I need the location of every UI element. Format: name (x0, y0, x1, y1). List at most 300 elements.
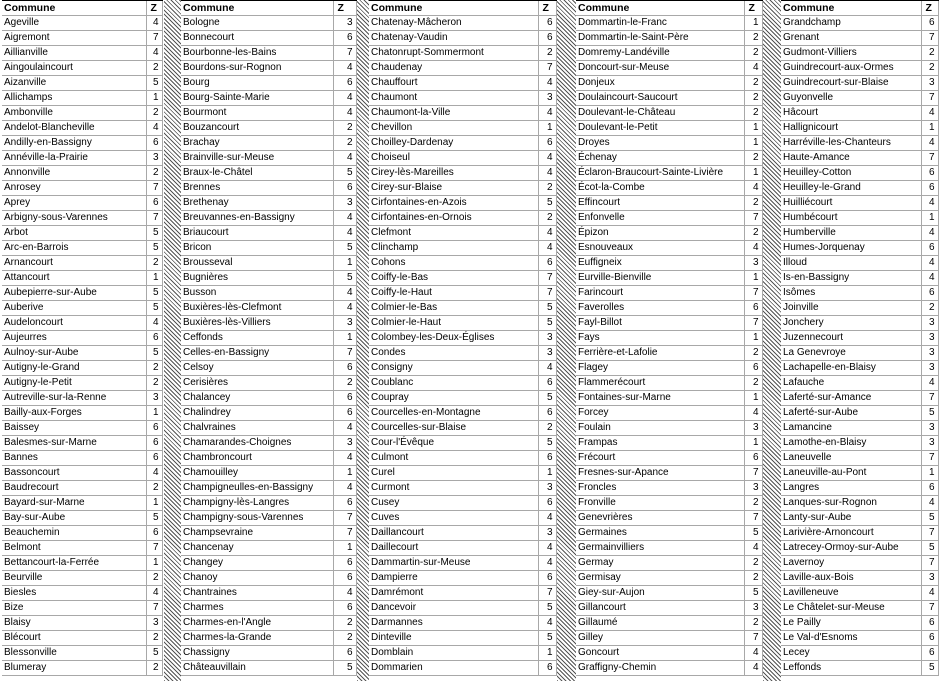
table-row (369, 286, 556, 301)
commune-cell: Culmont (369, 451, 538, 466)
commune-cell: Choiseul (369, 151, 538, 166)
table-row (369, 511, 556, 526)
commune-cell: Éclaron-Braucourt-Sainte-Livière (576, 166, 744, 181)
z-cell: 3 (538, 481, 556, 496)
commune-cell: Arc-en-Barrois (2, 241, 146, 256)
commune-cell: Lanty-sur-Aube (781, 511, 921, 526)
table-row (369, 436, 556, 451)
z-cell: 2 (744, 151, 762, 166)
table-row (576, 406, 762, 421)
commune-table (781, 1, 939, 676)
commune-cell: Dampierre (369, 571, 538, 586)
commune-cell: Bourmont (181, 106, 333, 121)
table-row (181, 196, 356, 211)
z-cell: 4 (333, 481, 356, 496)
commune-cell: Gilley (576, 631, 744, 646)
z-cell: 7 (744, 631, 762, 646)
commune-cell: Lavilleneuve (781, 586, 921, 601)
commune-cell: Foulain (576, 421, 744, 436)
table-row (181, 241, 356, 256)
commune-cell: Coiffy-le-Bas (369, 271, 538, 286)
z-cell: 7 (538, 61, 556, 76)
commune-cell: Lamancine (781, 421, 921, 436)
table-row (2, 421, 162, 436)
table-row (576, 136, 762, 151)
table-row (369, 241, 556, 256)
table-row (781, 196, 938, 211)
z-cell: 4 (333, 226, 356, 241)
commune-cell: Aizanville (2, 76, 146, 91)
z-cell: 2 (146, 481, 162, 496)
z-cell: 4 (333, 586, 356, 601)
table-row (2, 301, 162, 316)
table-row (576, 631, 762, 646)
table-row (369, 526, 556, 541)
commune-cell: Autreville-sur-la-Renne (2, 391, 146, 406)
table-row (2, 541, 162, 556)
z-cell: 6 (538, 451, 556, 466)
z-cell: 1 (744, 136, 762, 151)
commune-cell: Chevillon (369, 121, 538, 136)
z-cell: 4 (744, 661, 762, 676)
z-cell: 5 (146, 346, 162, 361)
table-row (369, 106, 556, 121)
commune-cell: Blumeray (2, 661, 146, 676)
z-cell: 3 (921, 571, 938, 586)
z-cell: 7 (538, 286, 556, 301)
table-row (181, 421, 356, 436)
commune-cell: Laneuville-au-Pont (781, 466, 921, 481)
table-row (181, 181, 356, 196)
table-row (369, 616, 556, 631)
z-cell: 5 (921, 661, 938, 676)
table-row (576, 226, 762, 241)
table-row (2, 466, 162, 481)
commune-table (181, 1, 357, 676)
commune-cell: Cirfontaines-en-Azois (369, 196, 538, 211)
table-row (181, 406, 356, 421)
table-row (2, 91, 162, 106)
table-row (369, 661, 556, 676)
commune-cell: Aillianville (2, 46, 146, 61)
table-row (2, 121, 162, 136)
table-row (181, 286, 356, 301)
commune-cell: Humberville (781, 226, 921, 241)
commune-cell: Baudrecourt (2, 481, 146, 496)
commune-cell: Dancevoir (369, 601, 538, 616)
table-row (781, 346, 938, 361)
table-row (2, 196, 162, 211)
z-cell: 6 (146, 451, 162, 466)
z-cell: 4 (538, 361, 556, 376)
table-row (369, 466, 556, 481)
commune-table (576, 1, 763, 676)
commune-cell: Bay-sur-Aube (2, 511, 146, 526)
z-cell: 7 (744, 511, 762, 526)
table-row (2, 616, 162, 631)
z-cell: 5 (538, 316, 556, 331)
commune-cell: Frampas (576, 436, 744, 451)
commune-cell: Ferrière-et-Lafolie (576, 346, 744, 361)
commune-cell: Beauchemin (2, 526, 146, 541)
commune-cell: Grenant (781, 31, 921, 46)
table-row (2, 646, 162, 661)
table-row (576, 61, 762, 76)
commune-cell: Arnancourt (2, 256, 146, 271)
commune-cell: Épizon (576, 226, 744, 241)
table-row (2, 391, 162, 406)
table-row (2, 286, 162, 301)
z-cell: 2 (744, 616, 762, 631)
commune-cell: Braux-le-Châtel (181, 166, 333, 181)
table-row (181, 226, 356, 241)
table-row (576, 271, 762, 286)
z-cell: 4 (333, 286, 356, 301)
commune-cell: Lanques-sur-Rognon (781, 496, 921, 511)
table-row (369, 451, 556, 466)
table-row (781, 61, 938, 76)
table-row (181, 511, 356, 526)
commune-cell: Bourg (181, 76, 333, 91)
z-cell: 3 (744, 601, 762, 616)
z-cell: 2 (744, 196, 762, 211)
commune-cell: Bannes (2, 451, 146, 466)
table-row (2, 376, 162, 391)
z-cell: 1 (146, 91, 162, 106)
table-row (2, 241, 162, 256)
commune-cell: Charmes-en-l'Angle (181, 616, 333, 631)
table-row (181, 346, 356, 361)
table-row (576, 196, 762, 211)
table-row (2, 406, 162, 421)
commune-cell: Laferté-sur-Amance (781, 391, 921, 406)
commune-cell: Illoud (781, 256, 921, 271)
commune-cell: Doulaincourt-Saucourt (576, 91, 744, 106)
z-cell: 2 (146, 376, 162, 391)
table-row (2, 106, 162, 121)
commune-cell: Coupray (369, 391, 538, 406)
z-cell: 6 (146, 421, 162, 436)
z-cell: 2 (538, 421, 556, 436)
commune-cell: Aingoulaincourt (2, 61, 146, 76)
table-row (576, 496, 762, 511)
z-cell: 3 (744, 421, 762, 436)
z-cell: 6 (538, 31, 556, 46)
z-cell: 3 (146, 151, 162, 166)
z-cell: 6 (538, 16, 556, 31)
commune-cell: Cirfontaines-en-Ornois (369, 211, 538, 226)
z-cell: 4 (744, 406, 762, 421)
table-row (2, 526, 162, 541)
z-cell: 4 (538, 226, 556, 241)
commune-cell: Balesmes-sur-Marne (2, 436, 146, 451)
table-row (576, 511, 762, 526)
commune-cell: Chatenay-Vaudin (369, 31, 538, 46)
commune-cell: Huilliécourt (781, 196, 921, 211)
z-cell: 5 (146, 301, 162, 316)
z-cell: 5 (333, 271, 356, 286)
commune-cell: Chancenay (181, 541, 333, 556)
commune-cell: Colmier-le-Bas (369, 301, 538, 316)
z-cell: 4 (333, 106, 356, 121)
z-cell: 4 (538, 76, 556, 91)
table-row (369, 196, 556, 211)
table-row (576, 466, 762, 481)
table-row (2, 136, 162, 151)
z-cell: 6 (921, 286, 938, 301)
table-row (2, 226, 162, 241)
z-cell: 7 (921, 151, 938, 166)
table-row (781, 121, 938, 136)
commune-cell: Annonville (2, 166, 146, 181)
table-row (181, 541, 356, 556)
commune-cell: Écot-la-Combe (576, 181, 744, 196)
z-cell: 2 (538, 181, 556, 196)
table-row (369, 151, 556, 166)
commune-cell: Fontaines-sur-Marne (576, 391, 744, 406)
table-row (369, 121, 556, 136)
table-row (2, 46, 162, 61)
commune-cell: Champsevraine (181, 526, 333, 541)
commune-cell: Bricon (181, 241, 333, 256)
table-row (2, 316, 162, 331)
z-cell: 2 (921, 61, 938, 76)
commune-cell: Dommartin-le-Franc (576, 16, 744, 31)
z-cell: 6 (146, 526, 162, 541)
table-row (576, 181, 762, 196)
table-row (369, 46, 556, 61)
z-cell: 1 (744, 391, 762, 406)
commune-cell: Larivière-Arnoncourt (781, 526, 921, 541)
z-cell: 7 (333, 526, 356, 541)
table-row (781, 586, 938, 601)
commune-cell: Effincourt (576, 196, 744, 211)
z-cell: 4 (146, 586, 162, 601)
commune-cell: Cuves (369, 511, 538, 526)
z-cell: 5 (921, 541, 938, 556)
commune-cell: Goncourt (576, 646, 744, 661)
z-cell: 5 (538, 301, 556, 316)
table-row (181, 631, 356, 646)
table-row (369, 646, 556, 661)
table-row (181, 496, 356, 511)
table-row (781, 151, 938, 166)
commune-cell: Haute-Amance (781, 151, 921, 166)
table-row (369, 376, 556, 391)
commune-cell: Brethenay (181, 196, 333, 211)
commune-cell: Germay (576, 556, 744, 571)
table-row (181, 466, 356, 481)
commune-cell: Heuilley-Cotton (781, 166, 921, 181)
table-row (2, 631, 162, 646)
commune-cell: Celles-en-Bassigny (181, 346, 333, 361)
table-row (369, 166, 556, 181)
commune-cell: Isômes (781, 286, 921, 301)
z-cell: 1 (921, 211, 938, 226)
commune-cell: Briaucourt (181, 226, 333, 241)
table-row (369, 31, 556, 46)
commune-cell: Latrecey-Ormoy-sur-Aube (781, 541, 921, 556)
commune-cell: Le Pailly (781, 616, 921, 631)
commune-cell: Chauffourt (369, 76, 538, 91)
commune-cell: Bize (2, 601, 146, 616)
z-cell: 7 (921, 451, 938, 466)
z-cell: 6 (921, 181, 938, 196)
table-row (181, 391, 356, 406)
z-cell: 2 (146, 166, 162, 181)
z-cell: 4 (333, 91, 356, 106)
z-cell: 4 (146, 16, 162, 31)
commune-cell: Cirey-sur-Blaise (369, 181, 538, 196)
table-row (576, 286, 762, 301)
table-row (781, 526, 938, 541)
commune-cell: Lachapelle-en-Blaisy (781, 361, 921, 376)
z-cell: 2 (744, 496, 762, 511)
commune-cell: Celsoy (181, 361, 333, 376)
z-cell: 3 (921, 316, 938, 331)
table-row (369, 601, 556, 616)
table-row (781, 571, 938, 586)
commune-cell: Chaumont (369, 91, 538, 106)
commune-cell: Audeloncourt (2, 316, 146, 331)
commune-cell: Fronville (576, 496, 744, 511)
header-row (369, 1, 556, 16)
commune-cell: Blessonville (2, 646, 146, 661)
commune-cell: Faverolles (576, 301, 744, 316)
table-row (369, 16, 556, 31)
table-row (576, 31, 762, 46)
z-cell: 4 (921, 376, 938, 391)
commune-cell: Aubepierre-sur-Aube (2, 286, 146, 301)
commune-cell: Colmier-le-Haut (369, 316, 538, 331)
z-cell: 1 (538, 466, 556, 481)
z-cell: 1 (146, 496, 162, 511)
commune-header: Commune (781, 1, 921, 16)
z-cell: 3 (921, 331, 938, 346)
z-cell: 4 (538, 556, 556, 571)
table-row (781, 541, 938, 556)
table-row (2, 211, 162, 226)
z-cell: 6 (921, 16, 938, 31)
commune-cell: Cohons (369, 256, 538, 271)
table-row (181, 451, 356, 466)
z-cell: 1 (146, 406, 162, 421)
table-row (576, 481, 762, 496)
commune-cell: Laneuvelle (781, 451, 921, 466)
commune-cell: Eurville-Bienville (576, 271, 744, 286)
table-row (576, 106, 762, 121)
table-row (181, 616, 356, 631)
commune-cell: Chanoy (181, 571, 333, 586)
commune-cell: Doulevant-le-Château (576, 106, 744, 121)
z-cell: 5 (146, 646, 162, 661)
z-cell: 1 (921, 466, 938, 481)
table-row (781, 361, 938, 376)
table-row (576, 361, 762, 376)
z-cell: 4 (538, 151, 556, 166)
commune-cell: Dommartin-le-Saint-Père (576, 31, 744, 46)
table-row (181, 31, 356, 46)
commune-cell: Ceffonds (181, 331, 333, 346)
commune-cell: Brachay (181, 136, 333, 151)
commune-cell: Charmes (181, 601, 333, 616)
commune-cell: Frécourt (576, 451, 744, 466)
header-row (781, 1, 938, 16)
z-cell: 7 (921, 31, 938, 46)
z-cell: 2 (333, 376, 356, 391)
commune-cell: Changey (181, 556, 333, 571)
table-row (181, 256, 356, 271)
z-cell: 2 (333, 616, 356, 631)
z-cell: 6 (538, 376, 556, 391)
commune-cell: Bouzancourt (181, 121, 333, 136)
table-row (781, 376, 938, 391)
table-row (576, 91, 762, 106)
table-row (576, 571, 762, 586)
table-row (2, 436, 162, 451)
commune-cell: Daillecourt (369, 541, 538, 556)
table-row (576, 76, 762, 91)
commune-cell: Choilley-Dardenay (369, 136, 538, 151)
table-row (181, 151, 356, 166)
table-row (369, 181, 556, 196)
table-row (781, 91, 938, 106)
table-row (576, 586, 762, 601)
commune-cell: Bassoncourt (2, 466, 146, 481)
z-cell: 3 (744, 256, 762, 271)
z-cell: 7 (146, 181, 162, 196)
commune-cell: Aprey (2, 196, 146, 211)
table-row (181, 76, 356, 91)
table-row (781, 31, 938, 46)
commune-cell: Humbécourt (781, 211, 921, 226)
commune-cell: Cusey (369, 496, 538, 511)
table-row (576, 211, 762, 226)
z-cell: 7 (146, 31, 162, 46)
z-cell: 6 (146, 196, 162, 211)
commune-cell: Laville-aux-Bois (781, 571, 921, 586)
z-cell: 1 (333, 256, 356, 271)
table-row (369, 331, 556, 346)
table-row (576, 541, 762, 556)
commune-cell: Arbigny-sous-Varennes (2, 211, 146, 226)
commune-cell: Guindrecourt-sur-Blaise (781, 76, 921, 91)
table-row (369, 346, 556, 361)
z-cell: 1 (921, 121, 938, 136)
z-cell: 6 (146, 136, 162, 151)
z-cell: 6 (538, 496, 556, 511)
z-cell: 6 (333, 181, 356, 196)
table-row (576, 601, 762, 616)
z-cell: 6 (146, 436, 162, 451)
z-cell: 4 (538, 511, 556, 526)
table-row (576, 331, 762, 346)
table-row (576, 421, 762, 436)
table-row (781, 406, 938, 421)
table-row (2, 271, 162, 286)
commune-cell: Joinville (781, 301, 921, 316)
z-cell: 7 (744, 286, 762, 301)
commune-cell: Dammartin-sur-Meuse (369, 556, 538, 571)
commune-cell: Clefmont (369, 226, 538, 241)
z-cell: 4 (921, 136, 938, 151)
z-cell: 6 (333, 601, 356, 616)
z-cell: 1 (744, 331, 762, 346)
table-row (2, 166, 162, 181)
column-separator (164, 0, 181, 681)
commune-cell: Euffigneix (576, 256, 744, 271)
table-row (781, 331, 938, 346)
